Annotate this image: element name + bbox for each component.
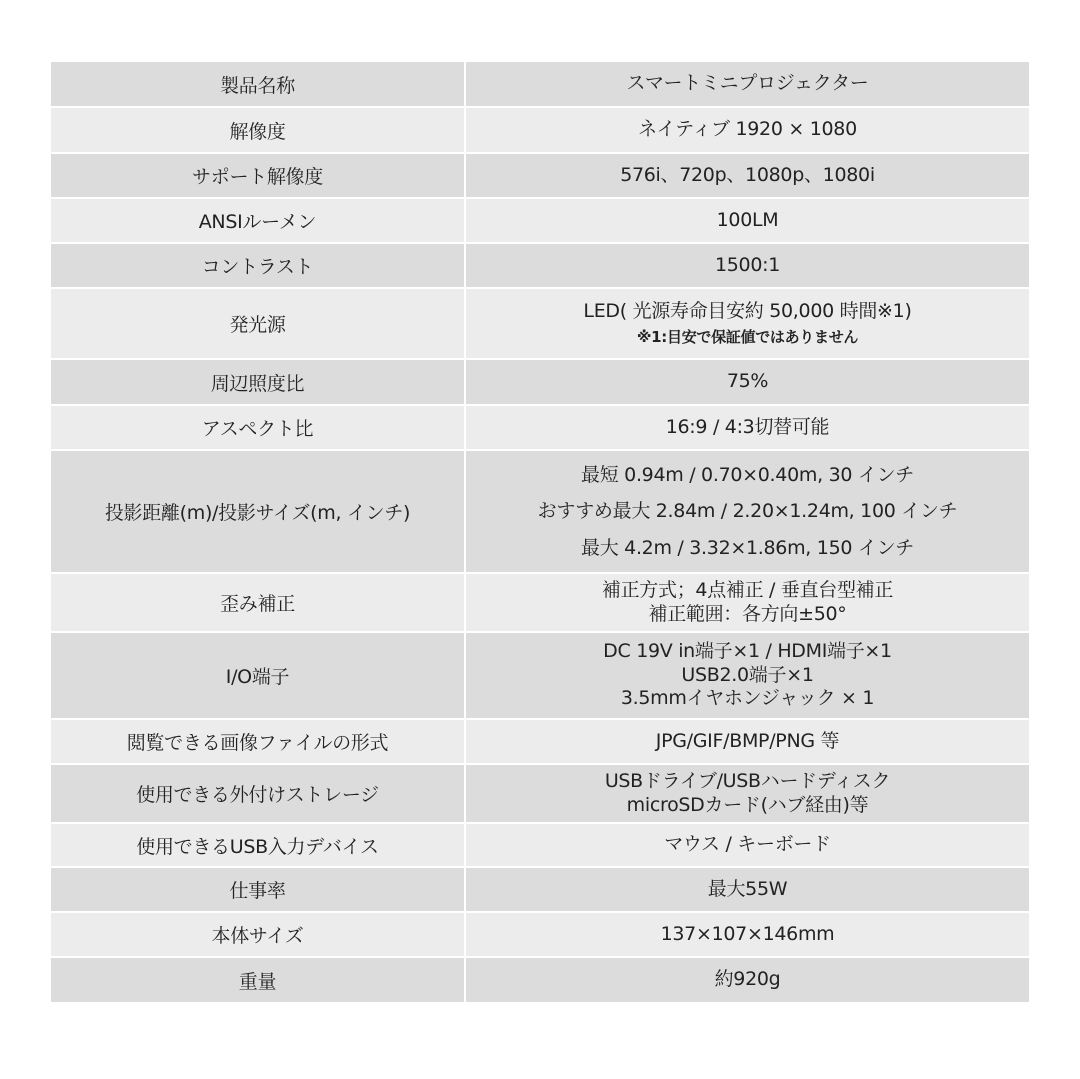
spec-value: [466, 451, 1029, 572]
spec-value-line: 137×107×146mm: [660, 922, 835, 945]
spec-value: [466, 824, 1029, 866]
spec-value-line: JPG/GIF/BMP/PNG 等: [655, 729, 840, 752]
spec-value-line: 1500:1: [714, 253, 781, 276]
spec-row: [51, 633, 1029, 718]
spec-value: [466, 913, 1029, 956]
spec-value: [466, 360, 1029, 404]
spec-value-line: 16:9 / 4:3切替可能: [665, 415, 830, 438]
spec-row: [51, 765, 1029, 822]
spec-label: アスペクト比: [51, 406, 464, 449]
spec-value-line: USB2.0端子×1: [681, 663, 814, 686]
spec-label: 発光源: [51, 289, 464, 358]
spec-value-line: 最大 4.2m / 3.32×1.86m, 150 インチ: [581, 536, 914, 559]
spec-value-line: 約920g: [714, 968, 781, 991]
spec-row: [51, 62, 1029, 106]
spec-label: コントラスト: [51, 244, 464, 287]
spec-value: [466, 868, 1029, 911]
spec-row: [51, 720, 1029, 763]
spec-footnote: ※1:目安で保証値ではありません: [636, 328, 859, 346]
spec-value: [466, 62, 1029, 106]
spec-label: ANSIルーメン: [51, 199, 464, 242]
spec-label: 歪み補正: [51, 574, 464, 631]
spec-table: [51, 62, 1029, 1002]
spec-value-line: おすすめ最大 2.84m / 2.20×1.24m, 100 インチ: [537, 500, 958, 523]
spec-value-line: 最短 0.94m / 0.70×0.40m, 30 インチ: [581, 464, 914, 487]
spec-row: [51, 958, 1029, 1002]
spec-value-line: microSDカード(ハブ経由)等: [626, 793, 869, 816]
spec-value: [466, 720, 1029, 763]
spec-row: [51, 199, 1029, 242]
spec-row: [51, 824, 1029, 866]
spec-value-line: マウス / キーボード: [664, 833, 831, 856]
spec-value-line: ネイティブ 1920 × 1080: [638, 118, 857, 141]
spec-label: 閲覧できる画像ファイルの形式: [51, 720, 464, 763]
spec-value-line: 75%: [726, 370, 769, 393]
spec-label: 使用できるUSB入力デバイス: [51, 824, 464, 866]
spec-value: [466, 633, 1029, 718]
spec-row: [51, 154, 1029, 197]
spec-row: [51, 868, 1029, 911]
spec-value: [466, 199, 1029, 242]
spec-value-line: 576i、720p、1080p、1080i: [620, 163, 875, 186]
spec-label: 製品名称: [51, 62, 464, 106]
spec-label: 周辺照度比: [51, 360, 464, 404]
spec-row: [51, 289, 1029, 358]
spec-value: [466, 244, 1029, 287]
spec-value-line: 最大55W: [707, 877, 788, 900]
spec-label: 本体サイズ: [51, 913, 464, 956]
spec-value: [466, 765, 1029, 822]
spec-value-line: 補正方式；4点補正 / 垂直台型補正: [601, 578, 894, 601]
spec-value-line: 補正範囲：各方向±50°: [648, 602, 847, 625]
spec-label: サポート解像度: [51, 154, 464, 197]
spec-value: [466, 154, 1029, 197]
spec-value: [466, 108, 1029, 152]
spec-row: [51, 244, 1029, 287]
spec-label: 重量: [51, 958, 464, 1002]
spec-row: [51, 451, 1029, 572]
spec-value: [466, 289, 1029, 358]
spec-row: [51, 913, 1029, 956]
spec-label: 投影距離(m)/投影サイズ(m, インチ): [51, 451, 464, 572]
spec-row: [51, 406, 1029, 449]
spec-value-line: USBドライブ/USBハードディスク: [604, 769, 891, 792]
spec-value: [466, 406, 1029, 449]
spec-value-line: 3.5mmイヤホンジャック × 1: [620, 687, 875, 710]
spec-row: [51, 108, 1029, 152]
spec-label: 使用できる外付けストレージ: [51, 765, 464, 822]
spec-value-line: LED( 光源寿命目安約 50,000 時間※1): [583, 300, 912, 323]
spec-row: [51, 574, 1029, 631]
spec-value-line: DC 19V in端子×1 / HDMI端子×1: [603, 639, 892, 662]
spec-value: [466, 574, 1029, 631]
spec-value-line: 100LM: [716, 208, 779, 231]
spec-label: 仕事率: [51, 868, 464, 911]
spec-label: I/O端子: [51, 633, 464, 718]
spec-value-line: スマートミニプロジェクター: [626, 72, 869, 95]
spec-label: 解像度: [51, 108, 464, 152]
spec-row: [51, 360, 1029, 404]
spec-value: [466, 958, 1029, 1002]
